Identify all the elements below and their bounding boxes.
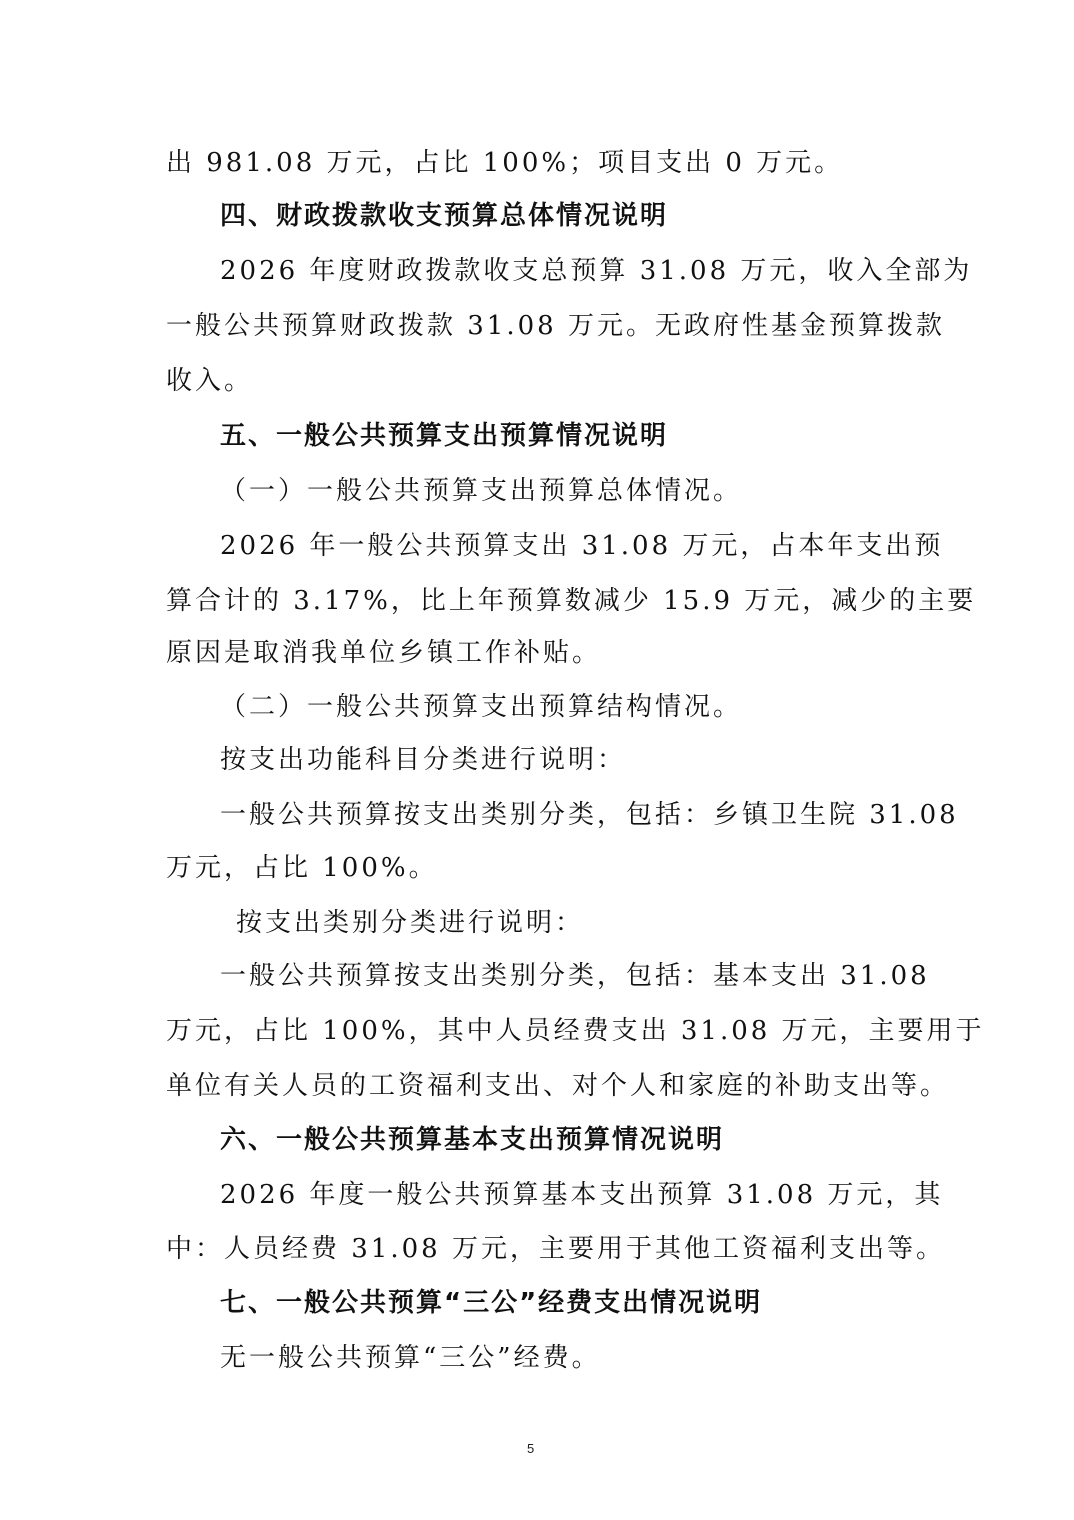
paragraph-line: 出 981.08 万元，占比 100%；项目支出 0 万元。 — [166, 148, 844, 178]
paragraph-line: 原因是取消我单位乡镇工作补贴。 — [166, 638, 602, 668]
paragraph-line: 单位有关人员的工资福利支出、对个人和家庭的补助支出等。 — [166, 1071, 950, 1101]
paragraph-line: 一般公共预算按支出类别分类，包括：乡镇卫生院 31.08 — [220, 800, 959, 830]
paragraph-line: 2026 年一般公共预算支出 31.08 万元，占本年支出预 — [220, 531, 944, 561]
section-heading-four: 四、财政拨款收支预算总体情况说明 — [220, 201, 669, 231]
page-number: 5 — [527, 1441, 535, 1456]
paragraph-line: 收入。 — [166, 366, 254, 396]
paragraph-line: 按支出功能科目分类进行说明： — [220, 745, 627, 775]
paragraph-line: 2026 年度一般公共预算基本支出预算 31.08 万元，其 — [220, 1180, 944, 1210]
paragraph-line: 一般公共预算按支出类别分类，包括：基本支出 31.08 — [220, 961, 930, 991]
paragraph-line: 算合计的 3.17%，比上年预算数减少 15.9 万元，减少的主要 — [166, 586, 977, 616]
section-heading-seven: 七、一般公共预算“三公”经费支出情况说明 — [220, 1288, 763, 1318]
paragraph-line: 按支出类别分类进行说明： — [236, 908, 585, 938]
paragraph-line: 一般公共预算财政拨款 31.08 万元。无政府性基金预算拨款 — [166, 311, 945, 341]
subheading-one: （一）一般公共预算支出预算总体情况。 — [220, 476, 743, 506]
paragraph-line: 中：人员经费 31.08 万元，主要用于其他工资福利支出等。 — [166, 1234, 945, 1264]
section-heading-five: 五、一般公共预算支出预算情况说明 — [220, 421, 669, 451]
subheading-two: （二）一般公共预算支出预算结构情况。 — [220, 692, 743, 722]
paragraph-line: 万元，占比 100%，其中人员经费支出 31.08 万元，主要用于 — [166, 1016, 985, 1046]
paragraph-line: 万元，占比 100%。 — [166, 853, 438, 883]
paragraph-line: 2026 年度财政拨款收支总预算 31.08 万元，收入全部为 — [220, 256, 973, 286]
paragraph-line: 无一般公共预算“三公”经费。 — [220, 1343, 601, 1373]
section-heading-six: 六、一般公共预算基本支出预算情况说明 — [220, 1125, 725, 1155]
